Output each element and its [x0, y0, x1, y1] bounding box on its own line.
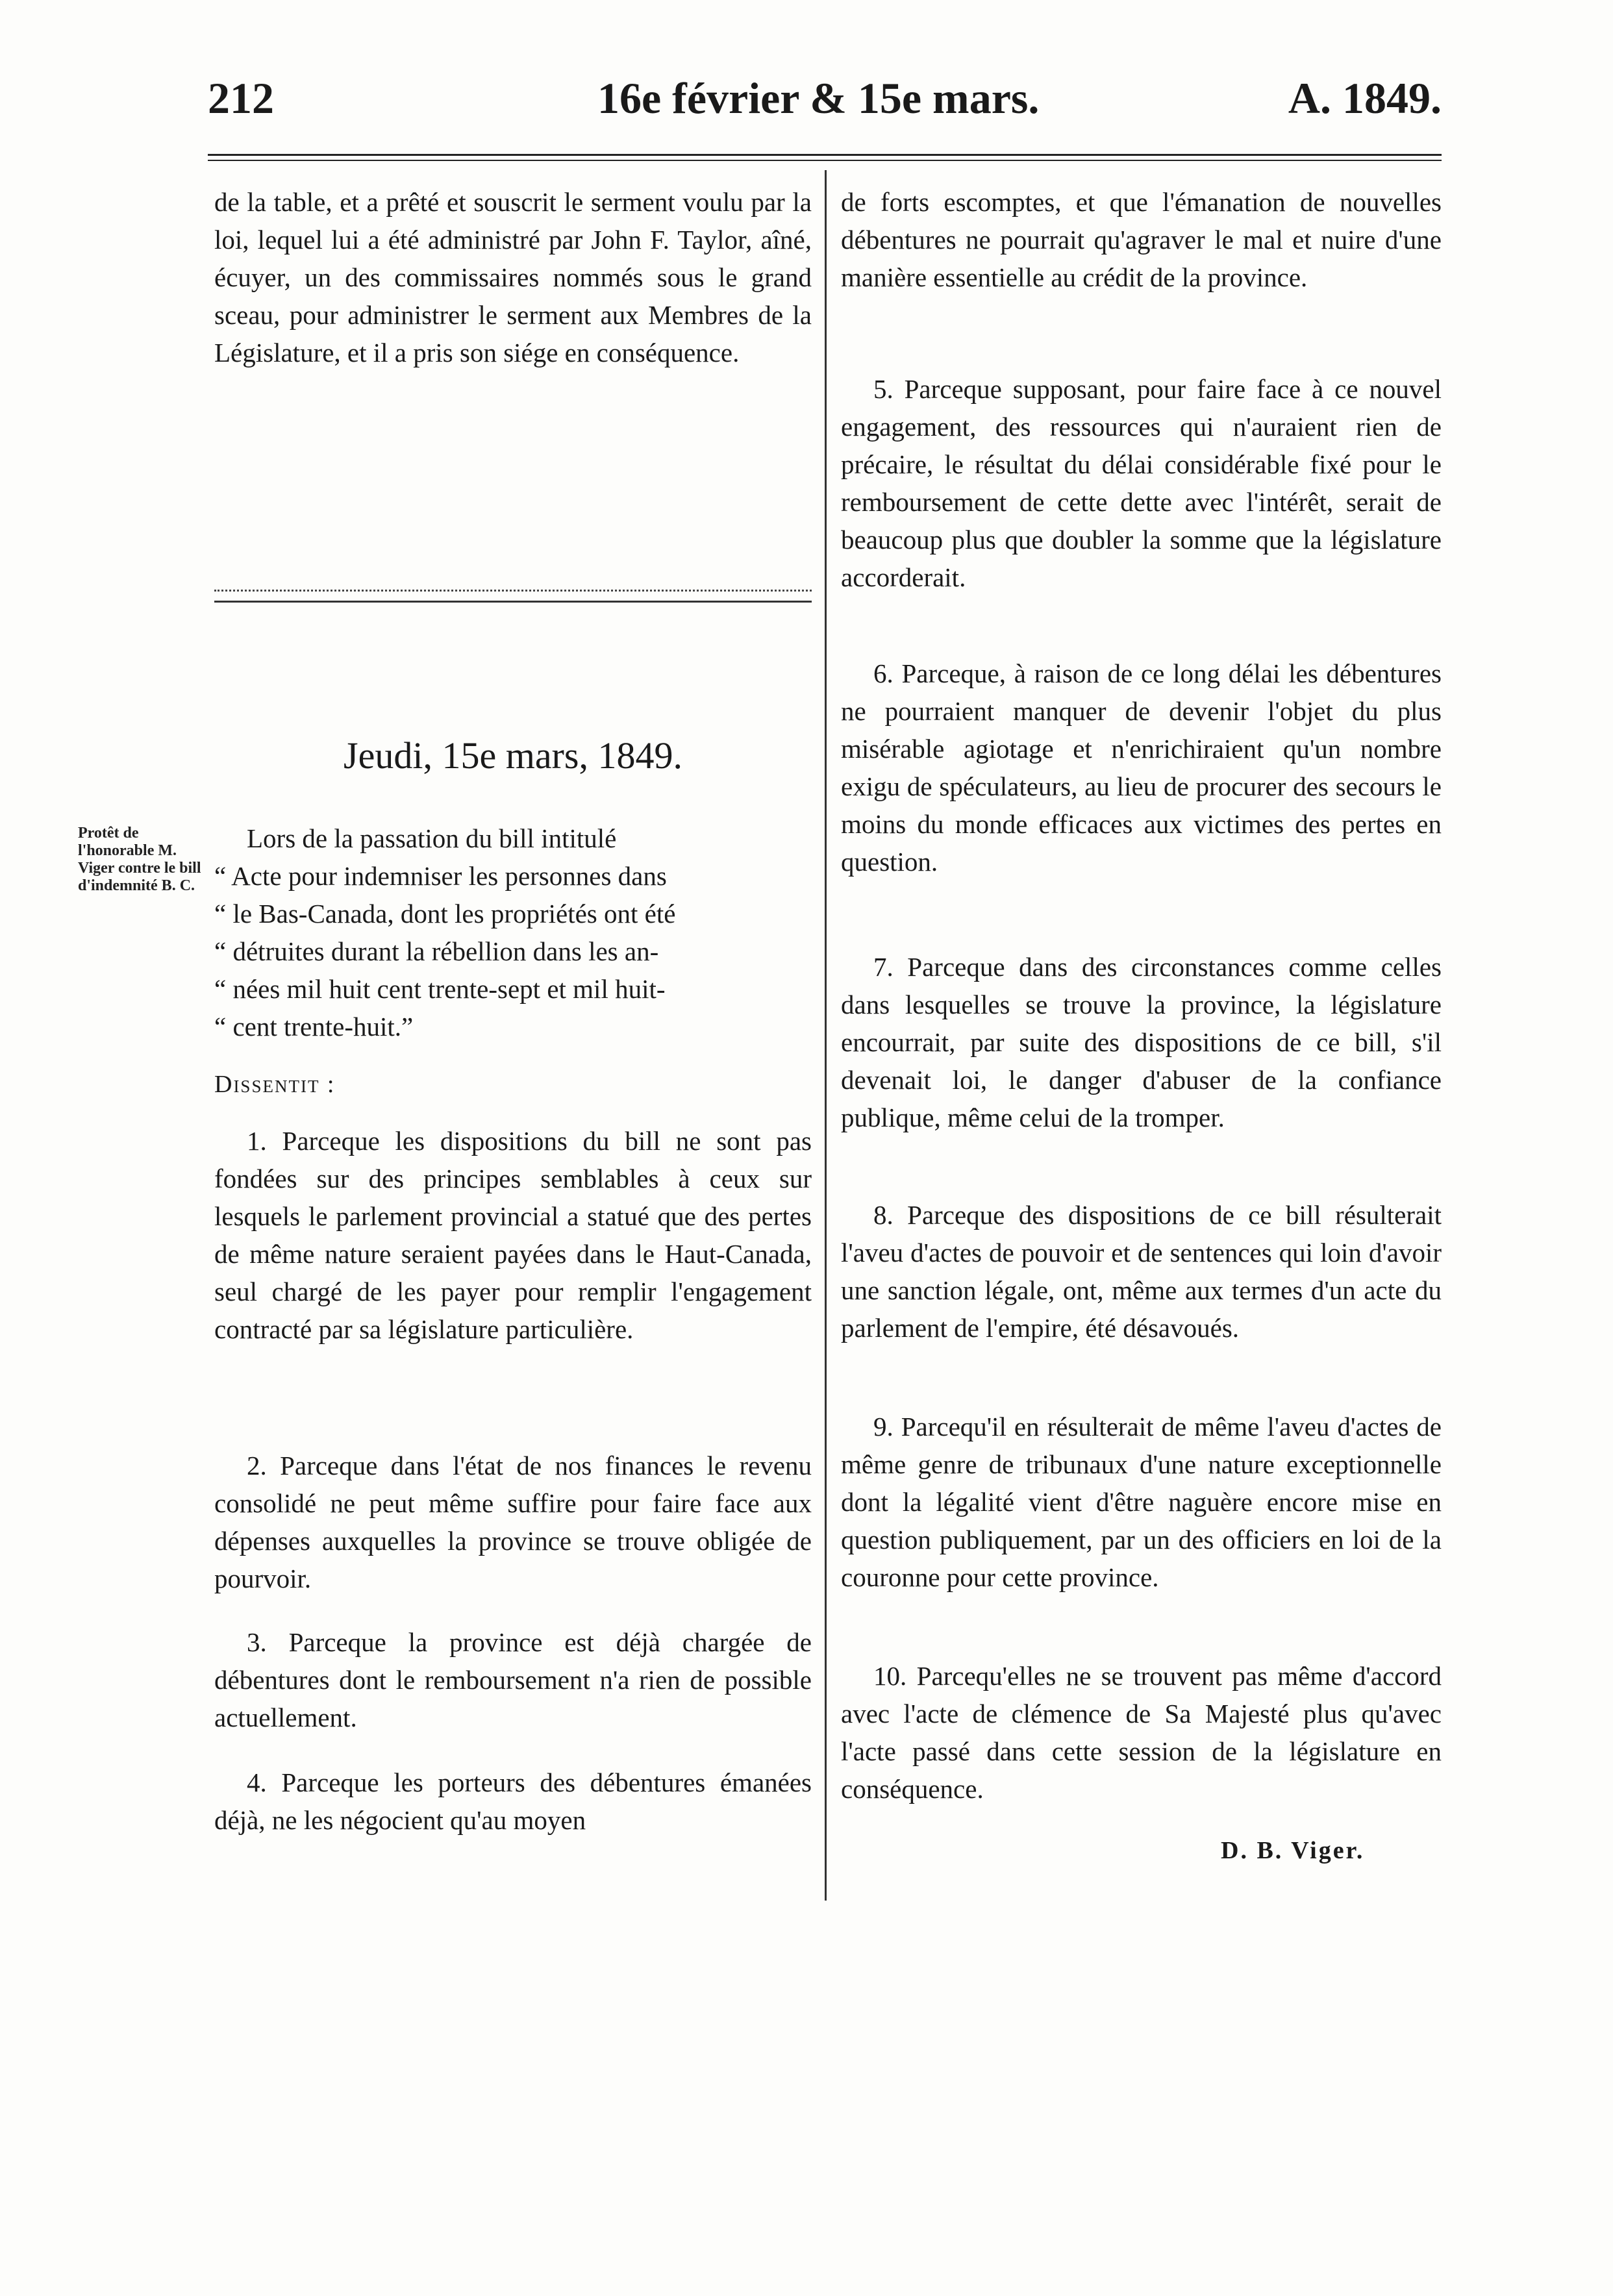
dissentit-label: Dissentit : — [214, 1071, 336, 1098]
section-divider — [214, 590, 812, 603]
header-rule-double — [208, 160, 1442, 161]
quote-line: “ le Bas-Canada, dont les propriétés ont été — [214, 899, 676, 929]
reason-3: 3. Parceque la province est déjà chargée de débentures dont le remboursement n'a rien de possible actuellement. — [214, 1627, 812, 1732]
bill-title-quote — [214, 819, 812, 1045]
reason-8: 8. Parceque des dispositions de ce bill résulterait l'aveu d'actes de pouvoir et de sentences qui loin d'avoir une sanction légale, ont, même aux termes d'un acte du parlement de l'empire, été désavoués. — [841, 1200, 1442, 1343]
reason-10: 10. Parcequ'elles ne se trouvent pas même d'accord avec l'acte de clémence de Sa Majesté plus qu'avec l'acte passé dans cette session de la législature en conséquence. — [841, 1661, 1442, 1804]
quote-line: “ nées mil huit cent trente-sept et mil huit- — [214, 974, 666, 1004]
quote-line: “ Acte pour indemniser les personnes dans — [214, 861, 667, 891]
quote-line: Lors de la passation du bill intitulé — [247, 823, 617, 853]
reason-1: 1. Parceque les dispositions du bill ne sont pas fondées sur des principes semblables à ceux sur lesquels le parlement provincial a statué que des pertes de même nature seraient payées dans le Haut-Canada, seul chargé de les payer pour remplir l'engagement contracté par sa législature particulière. — [214, 1126, 812, 1344]
header-date-range: 16e février & 15e mars. — [597, 73, 1040, 123]
page-number: 212 — [208, 73, 274, 123]
header-rule — [208, 154, 1442, 156]
column-divider — [825, 170, 827, 1901]
reason-9: 9. Parcequ'il en résulterait de même l'aveu d'actes de même genre de tribunaux d'une nature exceptionnelle dont la légalité vient d'être naguère encore mise en question publiquement, par un des officiers en loi de la couronne pour cette province. — [841, 1412, 1442, 1592]
reason-5: 5. Parceque supposant, pour faire face à ce nouvel engagement, des ressources qui n'auraient rien de précaire, le résultat du délai considérable fixé pour le remboursement de cette dette avec l'intérêt, serait de beaucoup plus que doubler la somme que la législature accorderait. — [841, 374, 1442, 592]
signature: D. B. Viger. — [1221, 1837, 1365, 1864]
reason-6: 6. Parceque, à raison de ce long délai les débentures ne pourraient manquer de devenir l'objet du plus misérable agiotage et n'enrichiraient qu'un nombre exigu de spéculateurs, au lieu de procurer des secours le moins du monde efficaces aux victimes des pertes en question. — [841, 658, 1442, 877]
margin-note: Protêt de l'honorable M. Viger contre le bill d'indemnité B. C. — [78, 825, 201, 894]
left-continuation-paragraph: de la table, et a prêté et souscrit le serment voulu par la loi, lequel lui a été administré par John F. Taylor, aîné, écuyer, un des commissaires nommés sous le grand sceau, pour administrer le serment aux Membres de la Législature, et il a pris son siége en conséquence. — [214, 187, 812, 368]
running-header — [208, 73, 1442, 131]
reason-7: 7. Parceque dans des circonstances comme celles dans lesquelles se trouve la province, la législature encourrait, par suite des dispositions de ce bill, s'il devenait loi, le danger d'abuser de la confiance publique, même celui de la tromper. — [841, 952, 1442, 1132]
quote-line: “ détruites durant la rébellion dans les an- — [214, 936, 659, 966]
right-continuation-paragraph: de forts escomptes, et que l'émanation de nouvelles débentures ne pourrait qu'agraver le mal et nuire d'une manière essentielle au crédit de la province. — [841, 187, 1442, 292]
header-year: A. 1849. — [1288, 73, 1442, 123]
reason-4: 4. Parceque les porteurs des débentures émanées déjà, ne les négocient qu'au moyen — [214, 1767, 812, 1835]
date-heading: Jeudi, 15e mars, 1849. — [344, 734, 682, 777]
reason-2: 2. Parceque dans l'état de nos finances le revenu consolidé ne peut même suffire pour faire face aux dépenses auxquelles la province se trouve obligée de pourvoir. — [214, 1451, 812, 1593]
quote-line: “ cent trente-huit.” — [214, 1012, 414, 1042]
